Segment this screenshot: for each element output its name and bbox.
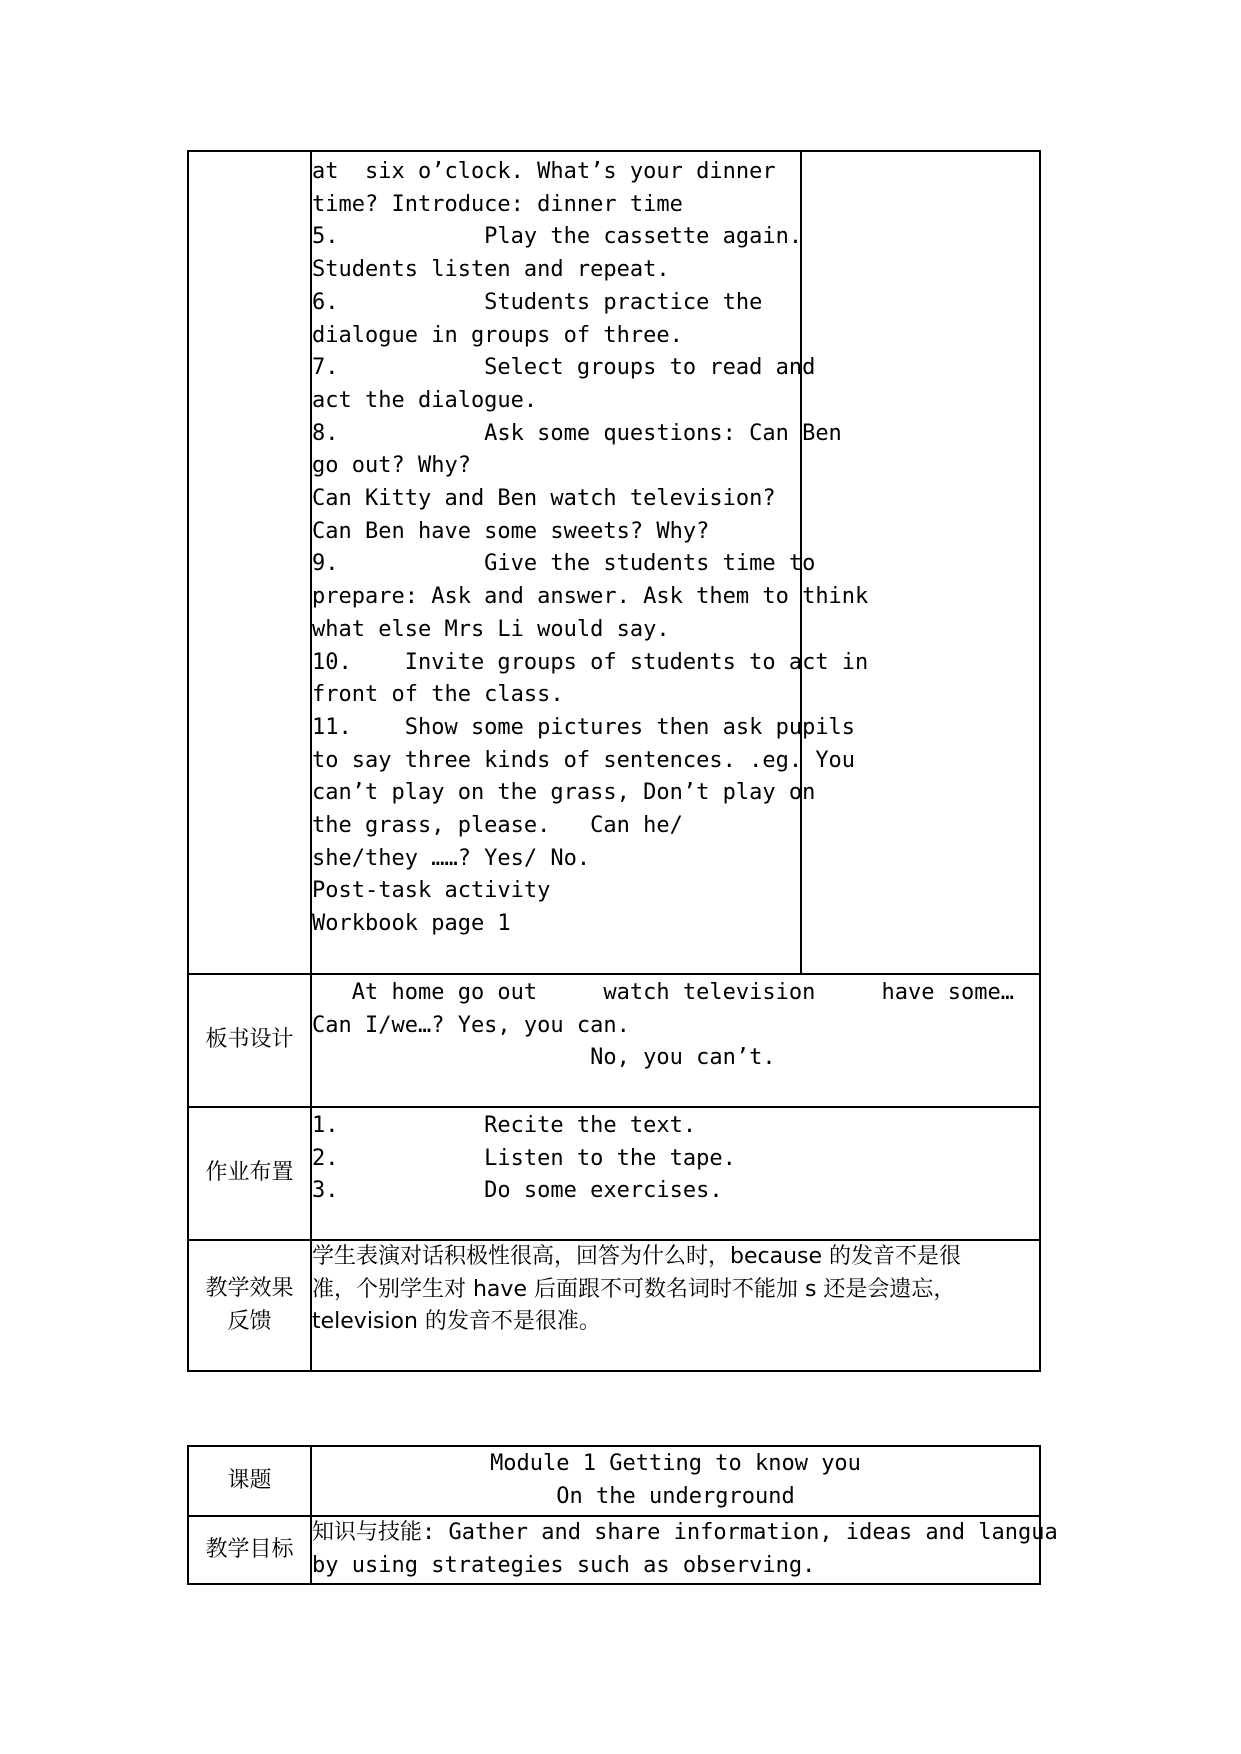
- objectives-label: 教学目标: [188, 1516, 311, 1584]
- procedure-label-cell: [188, 151, 311, 974]
- module-title: Module 1 Getting to know you: [490, 1451, 861, 1477]
- procedure-line-14: prepare: Ask and answer. Ask them to think: [312, 584, 869, 610]
- objectives-row: [188, 1516, 1040, 1584]
- homework-text: [312, 1108, 1039, 1208]
- procedure-line-17: front of the class.: [312, 682, 564, 708]
- procedure-line-20: can’t play on the grass, Don’t play on: [312, 780, 816, 806]
- lesson-plan-table: [187, 150, 1041, 1372]
- topic-label: 课题: [188, 1446, 311, 1516]
- feedback-label: [188, 1240, 311, 1371]
- board-design-line-3: No, you can’t.: [312, 1045, 776, 1071]
- feedback-text: [312, 1241, 1039, 1339]
- feedback-line-3: television 的发音不是很准。: [312, 1309, 601, 1335]
- procedure-line-2: time? Introduce: dinner time: [312, 191, 683, 217]
- procedure-line-21: the grass, please. Can he/: [312, 813, 683, 839]
- procedure-cell: [311, 151, 869, 974]
- homework-line-2: 2. Listen to the tape.: [312, 1145, 736, 1171]
- feedback-label-line2: 反馈: [227, 1308, 272, 1334]
- feedback-row: [188, 1240, 1040, 1371]
- feedback-line-2: 准，个别学生对 have 后面跟不可数名词时不能加 s 还是会遗忘，: [312, 1276, 956, 1302]
- procedure-line-23: Post-task activity: [312, 878, 551, 904]
- topic-cell: [311, 1446, 1040, 1516]
- procedure-line-18: 11. Show some pictures then ask pupils: [312, 714, 856, 740]
- procedure-line-3: 5. Play the cassette again.: [312, 224, 803, 250]
- feedback-cell: [311, 1240, 1040, 1371]
- procedure-line-15: what else Mrs Li would say.: [312, 616, 670, 642]
- procedure-line-24: Workbook page 1: [312, 911, 511, 937]
- homework-line-1: 1. Recite the text.: [312, 1113, 697, 1138]
- procedure-line-1: at six o’clock. What’s your dinner: [312, 159, 776, 184]
- procedure-line-12: Can Ben have some sweets? Why?: [312, 518, 710, 544]
- homework-cell: [311, 1107, 1040, 1240]
- board-design-line-1: At home go out watch television have some…: [312, 980, 1014, 1005]
- procedure-line-11: Can Kitty and Ben watch television?: [312, 486, 776, 512]
- procedure-line-16: 10. Invite groups of students to act in: [312, 649, 869, 675]
- homework-row: [188, 1107, 1040, 1240]
- board-design-text: [312, 975, 1039, 1075]
- procedure-line-7: 7. Select groups to read and: [312, 355, 816, 381]
- board-design-line-2: Can I/we…? Yes, you can.: [312, 1012, 630, 1038]
- procedure-line-6: dialogue in groups of three.: [312, 322, 683, 348]
- board-design-cell: [311, 974, 1040, 1107]
- procedure-line-8: act the dialogue.: [312, 387, 538, 413]
- procedure-notes-cell: [801, 151, 1040, 974]
- procedure-row: [188, 151, 1040, 974]
- procedure-line-19: to say three kinds of sentences. .eg. You: [312, 747, 856, 773]
- objectives-line-2: by using strategies such as observing.: [312, 1553, 816, 1578]
- procedure-line-4: Students listen and repeat.: [312, 257, 670, 283]
- procedure-line-22: she/they ……? Yes/ No.: [312, 845, 591, 871]
- procedure-line-13: 9. Give the students time to: [312, 551, 816, 577]
- objectives-cell: [311, 1516, 1058, 1584]
- objectives-line-1: 知识与技能: Gather and share information, ideas and langua: [312, 1520, 1058, 1546]
- procedure-line-10: go out? Why?: [312, 453, 471, 479]
- procedure-line-9: 8. Ask some questions: Can Ben: [312, 420, 842, 446]
- next-lesson-table: [187, 1445, 1058, 1585]
- homework-label: 作业布置: [188, 1107, 311, 1240]
- board-design-label: 板书设计: [188, 974, 311, 1107]
- procedure-line-5: 6. Students practice the: [312, 289, 763, 315]
- procedure-text: [312, 152, 869, 941]
- feedback-label-line1: 教学效果: [205, 1275, 294, 1301]
- feedback-line-1: 学生表演对话积极性很高，回答为什么时，because 的发音不是很: [312, 1244, 962, 1269]
- board-design-row: [188, 974, 1040, 1107]
- unit-title: On the underground: [556, 1484, 795, 1509]
- homework-line-3: 3. Do some exercises.: [312, 1178, 723, 1204]
- topic-row: [188, 1446, 1040, 1516]
